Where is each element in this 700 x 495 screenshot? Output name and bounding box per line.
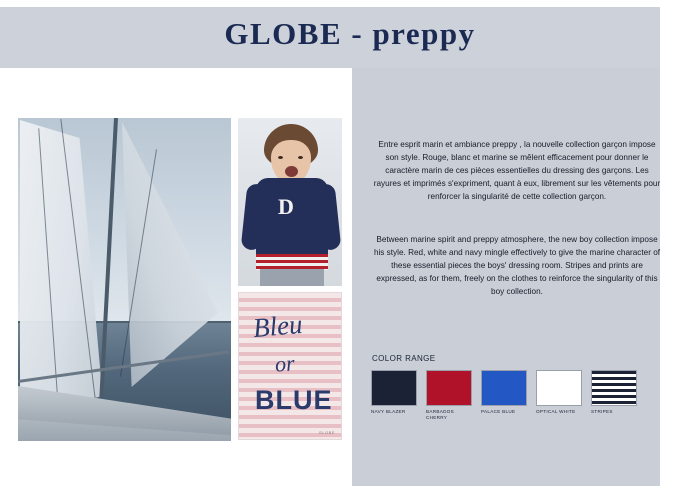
swatch-stripes [591, 370, 637, 421]
swatch-label: OPTICAL WHITE [536, 409, 576, 414]
color-range-swatches [371, 370, 637, 421]
artwork-line-1: Bleu [251, 308, 304, 344]
boy-eye [298, 156, 303, 159]
page-title: GLOBE - preppy [224, 16, 476, 51]
sweater-stripe-hem [256, 254, 328, 270]
french-description: Entre esprit marin et ambiance preppy , la nouvelle collection garçon impose son style. Rouge, blanc et marine se mêlent efficacement pour donner le caractère marin de ces pièces essentielles du dressing des garçons. Les rayures et imprimés s'expriment, quant à eux, librement sur les vêtements pour renforcer la singularité de cette collection garçon. [373, 140, 661, 201]
swatch-optical-white [536, 370, 582, 421]
swatch-color-box [591, 370, 637, 406]
swatch-label: STRIPES [591, 409, 613, 414]
sailboat-photo [18, 118, 231, 441]
swatch-label: BARBADOS CHERRY [426, 409, 454, 420]
boy-eye [278, 156, 283, 159]
background-right-white-strip [660, 0, 700, 495]
artwork-credit: GLOBE [318, 430, 335, 435]
boy-trousers [260, 269, 324, 286]
swatch-label: NAVY BLAZER [371, 409, 406, 414]
boy-mouth [285, 166, 298, 177]
swatch-barbados-cherry [426, 370, 472, 421]
english-description: Between marine spirit and preppy atmosphere, the new boy collection impose his style. Red, white and navy mingle effectively to give the marine character of these essential pieces the boys' dressing room. Stripes and prints are expressed, as for them, freely on the clothes to reinforce the singularity of this boy collection. [373, 235, 661, 296]
boy-photo [238, 118, 342, 286]
swatch-navy-blazer [371, 370, 417, 421]
swatch-color-box [536, 370, 582, 406]
swatch-color-box [371, 370, 417, 406]
swatch-palace-blue [481, 370, 527, 421]
background-bottom-white-strip [0, 486, 700, 495]
artwork-line-2: or [274, 350, 296, 377]
sweater-letter: D [278, 194, 294, 219]
artwork-line-3: BLUE [255, 385, 333, 415]
color-range-label: COLOR RANGE [372, 354, 436, 363]
bleu-or-blue-artwork [238, 292, 342, 440]
swatch-label: PALACE BLUE [481, 409, 516, 414]
swatch-color-box [481, 370, 527, 406]
background-top-white-strip [0, 0, 700, 7]
swatch-color-box [426, 370, 472, 406]
